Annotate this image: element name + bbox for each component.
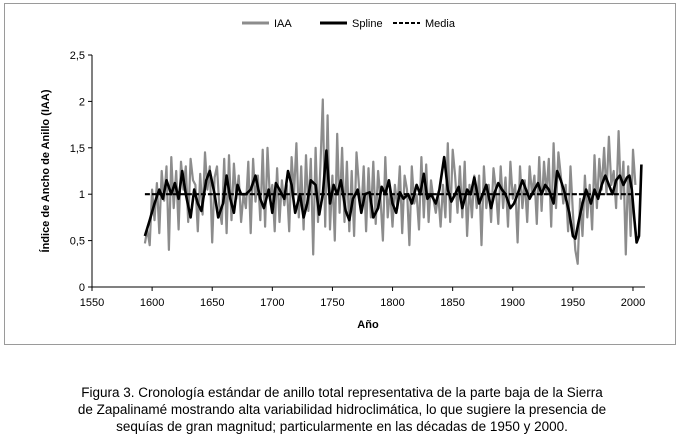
legend-label-spline: Spline: [352, 18, 383, 30]
x-tick-label: 2000: [620, 297, 646, 309]
x-tick-label: 1750: [320, 297, 345, 309]
y-tick-label: 0: [78, 282, 85, 294]
y-tick-label: 1,5: [69, 142, 85, 155]
x-tick-label: 1950: [560, 297, 586, 309]
x-tick-label: 1650: [199, 297, 225, 309]
y-tick-label: 2: [78, 96, 85, 109]
x-tick-label: 1700: [260, 297, 285, 309]
x-tick-label: 1850: [440, 297, 465, 309]
legend-label-iaa: IAA: [274, 18, 292, 30]
x-tick-label: 1600: [139, 297, 165, 309]
y-tick-label: 2,5: [69, 50, 85, 62]
plot-area: [145, 100, 642, 264]
legend: [242, 18, 456, 30]
figure-caption: [0, 384, 684, 435]
chart-frame: [4, 3, 676, 345]
chart: [5, 4, 675, 344]
caption-line-3: sequías de gran magnitud; particularmente en las décadas de 1950 y 2000.: [116, 419, 568, 434]
legend-label-media: Media: [425, 18, 455, 30]
y-tick-label: 1: [78, 189, 85, 202]
x-tick-label: 1800: [380, 297, 405, 309]
caption-line-2: de Zapalinamé mostrando alta variabilidad hidroclimática, lo que sugiere la presencia de: [77, 402, 607, 417]
caption-line-1: Figura 3. Cronología estándar de anillo total representativa de la parte baja de la Sierra: [81, 385, 603, 400]
x-tick-label: 1900: [500, 297, 526, 309]
y-tick-label: 0,5: [69, 235, 85, 248]
y-axis-title: Índice de Ancho de Anillo (IAA): [40, 89, 52, 253]
x-tick-label: 1550: [79, 297, 105, 309]
x-axis-title: Año: [357, 319, 379, 331]
